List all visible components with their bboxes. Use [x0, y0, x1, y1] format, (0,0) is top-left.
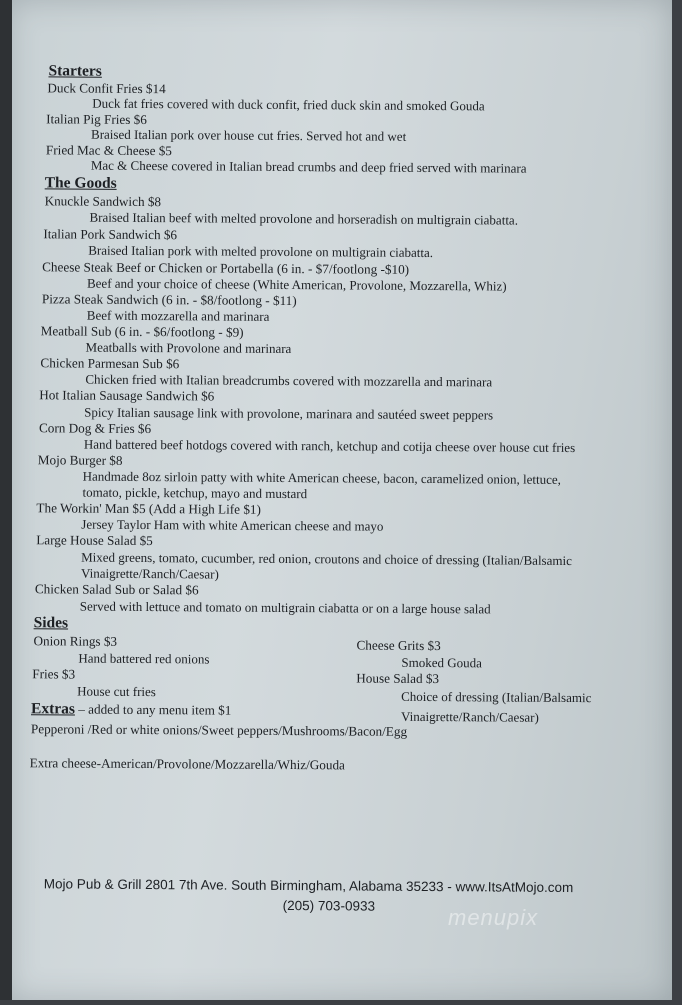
menu-item-desc: Beef and your choice of cheese (White American, Provolone, Mozzarella, Whiz): [86, 275, 507, 294]
menu-item-name: Italian Pork Sandwich $6: [43, 226, 178, 243]
menu-item-name: House Salad $3: [356, 670, 440, 687]
menu-item-name: Meatball Sub (6 in. - $6/footlong - $9): [40, 323, 244, 340]
goods-heading: The Goods: [44, 174, 117, 192]
menu-item-desc: Vinaigrette/Ranch/Caesar): [80, 565, 219, 582]
menu-item-name: Italian Pig Fries $6: [46, 111, 147, 128]
menu-item-desc: Meatballs with Provolone and marinara: [85, 339, 292, 357]
menu-item-desc: Mixed greens, tomato, cucumber, red onion, croutons and choice of dressing (Italian/Balsamic: [81, 549, 572, 569]
menu-item-name: Fries $3: [32, 666, 76, 682]
menu-item-desc: Choice of dressing (Italian/Balsamic: [401, 688, 592, 706]
menu-item-name: Large House Salad $5: [36, 532, 153, 549]
extras-note: – added to any menu item $1: [74, 701, 232, 718]
menu-item-desc: Vinaigrette/Ranch/Caesar): [400, 708, 539, 725]
menu-item-name: Onion Rings $3: [33, 633, 118, 649]
menu-item-desc: Braised Italian beef with melted provolone and horseradish on multigrain ciabatta.: [89, 209, 519, 228]
menu-item-name: Corn Dog & Fries $6: [38, 420, 152, 437]
menu-item-name: Pizza Steak Sandwich (6 in. - $8/footlong - $11): [41, 291, 297, 309]
menu-item-desc: Beef with mozzarella and marinara: [86, 307, 270, 324]
menu-item-desc: Served with lettuce and tomato on multigrain ciabatta or on a large house salad: [79, 598, 491, 617]
watermark-logo: menupix: [448, 905, 539, 930]
footer-address: Mojo Pub & Grill 2801 7th Ave. South Birmingham, Alabama 35233 - www.ItsAtMojo.com: [43, 876, 574, 896]
menu-item-name: Chicken Salad Sub or Salad $6: [34, 581, 199, 598]
menu-item-name: Duck Confit Fries $14: [47, 80, 166, 97]
menu-item-name: The Workin' Man $5 (Add a High Life $1): [36, 500, 261, 517]
menu-item-desc: Braised Italian pork with melted provolone on multigrain ciabatta.: [88, 242, 434, 261]
menu-item-desc: Hand battered red onions: [78, 650, 210, 667]
menu-item-name: Hot Italian Sausage Sandwich $6: [39, 387, 215, 404]
sides-heading: Sides: [33, 614, 69, 632]
extras-heading: Extras: [30, 700, 76, 718]
menu-item-desc: Hand battered beef hotdogs covered with ranch, ketchup and cotija cheese over house cut fries: [83, 436, 576, 456]
menu-item-desc: Smoked Gouda: [401, 654, 482, 671]
extras-cheeses: Extra cheese-American/Provolone/Mozzarella/Whiz/Gouda: [29, 755, 345, 773]
menu-item-desc: Duck fat fries covered with duck confit, fried duck skin and smoked Gouda: [92, 95, 485, 114]
menu-item-desc: tomato, pickle, ketchup, mayo and mustard: [82, 484, 308, 502]
menu-item-name: Cheese Grits $3: [356, 637, 441, 654]
starters-heading: Starters: [48, 62, 102, 80]
menu-item-desc: Handmade 8oz sirloin patty with white American cheese, bacon, caramelized onion, lettuce,: [82, 468, 562, 487]
menu-item-desc: House cut fries: [77, 683, 156, 700]
menu-item-name: Knuckle Sandwich $8: [44, 193, 162, 210]
menu-item-desc: Braised Italian pork over house cut fries. Served hot and wet: [91, 126, 407, 144]
menu-item-desc: Mac & Cheese covered in Italian bread crumbs and deep fried served with marinara: [90, 157, 527, 176]
menu-item-name: Chicken Parmesan Sub $6: [40, 355, 180, 372]
menu-item-desc: Spicy Italian sausage link with provolone, marinara and sautéed sweet peppers: [84, 404, 494, 423]
menu-item-name: Cheese Steak Beef or Chicken or Portabella (6 in. - $7/footlong -$10): [42, 259, 410, 277]
extras-line: [31, 700, 231, 718]
menu-item-name: Mojo Burger $8: [37, 452, 123, 468]
footer-phone: (205) 703-0933: [282, 897, 376, 914]
menu-item-name: Fried Mac & Cheese $5: [45, 142, 172, 159]
extras-toppings: Pepperoni /Red or white onions/Sweet peppers/Mushrooms/Bacon/Egg: [30, 721, 408, 739]
menu-item-desc: Chicken fried with Italian breadcrumbs covered with mozzarella and marinara: [85, 371, 493, 390]
menu-item-desc: Jersey Taylor Ham with white American cheese and mayo: [81, 516, 384, 534]
